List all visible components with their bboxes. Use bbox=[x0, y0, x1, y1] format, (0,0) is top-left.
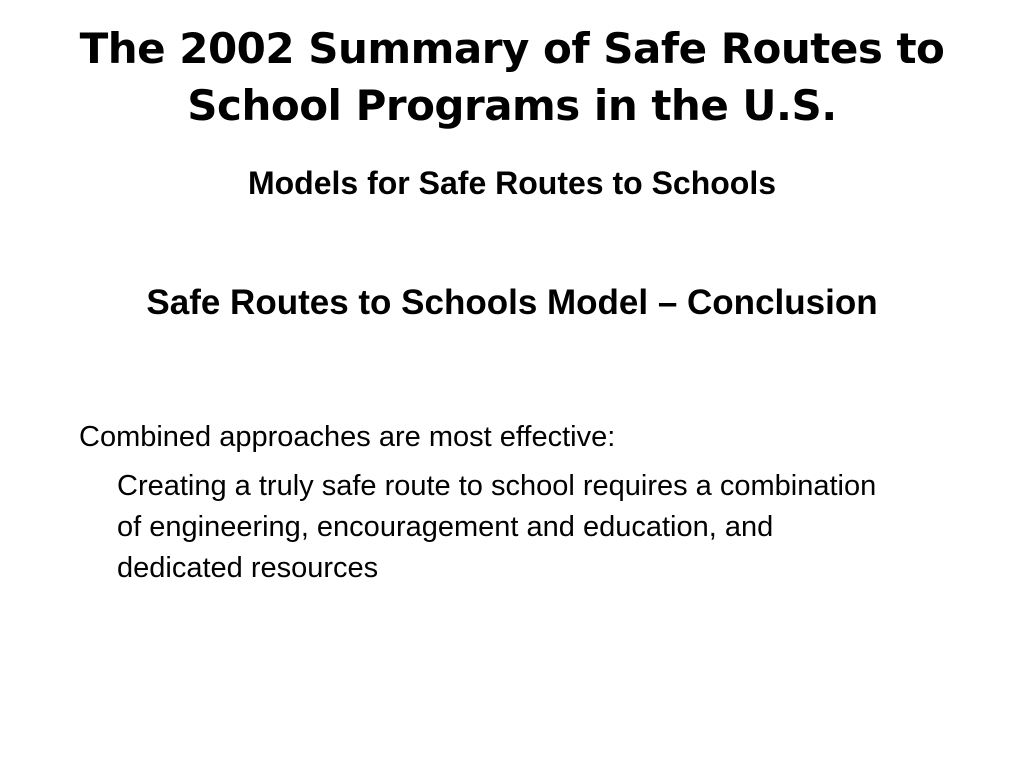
body-detail-text: Creating a truly safe route to school requires a combination of engineering, encouragement and education, and dedicated resources bbox=[117, 470, 877, 584]
body-lead-text: Combined approaches are most effective: bbox=[79, 421, 616, 453]
section-heading: Safe Routes to Schools Model – Conclusion bbox=[146, 283, 878, 322]
slide-title: The 2002 Summary of Safe Routes to School Programs in the U.S. bbox=[79, 24, 945, 130]
slide-subtitle: Models for Safe Routes to Schools bbox=[247, 165, 777, 201]
